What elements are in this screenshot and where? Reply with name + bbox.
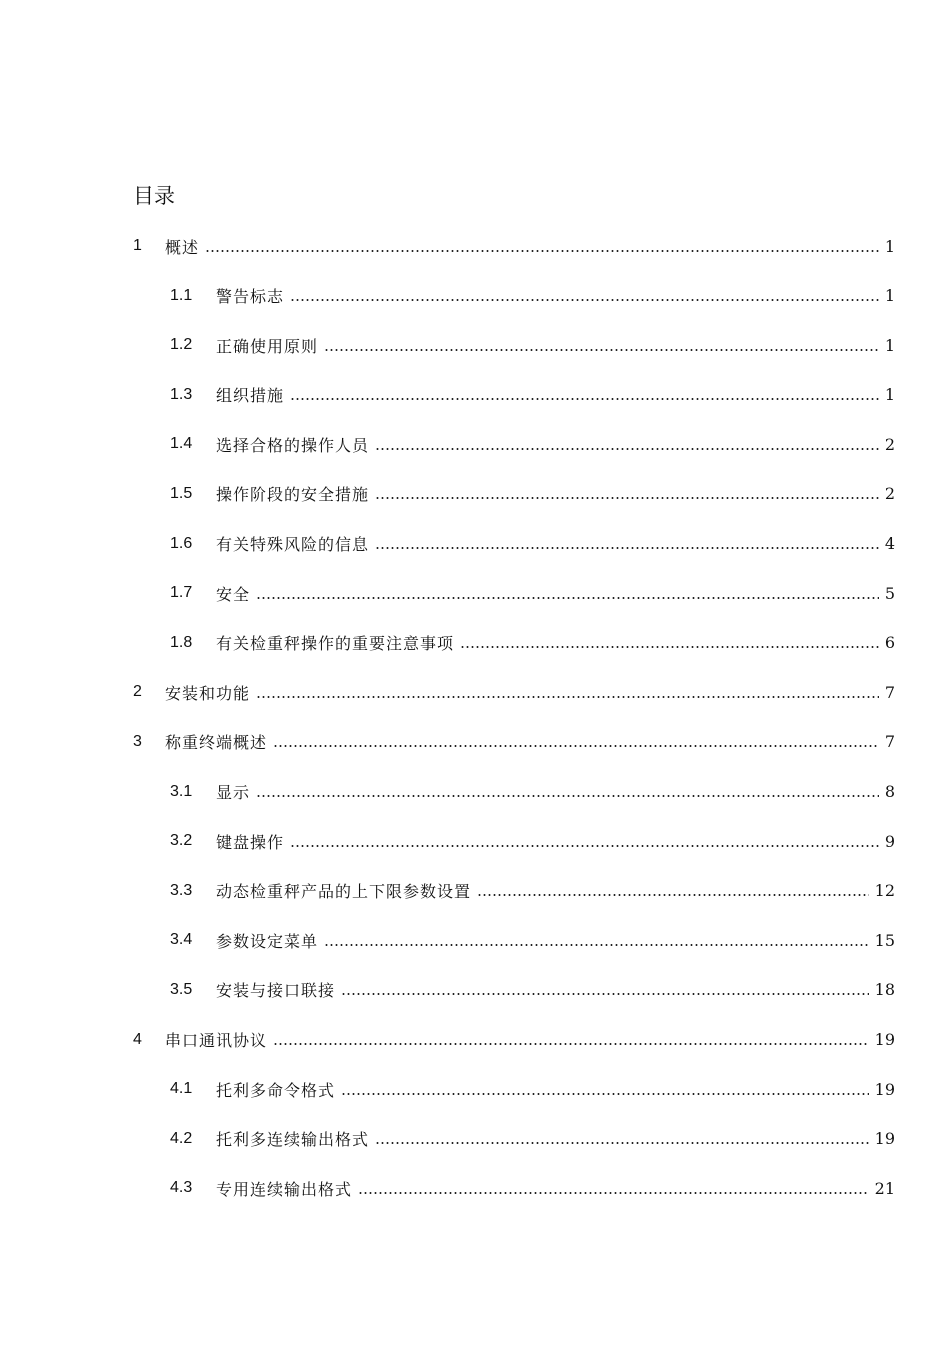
dot-leader <box>256 795 879 797</box>
toc-entry-line <box>216 1122 895 1156</box>
dot-leader <box>375 1142 869 1144</box>
toc-entry-line <box>216 378 895 412</box>
toc-entry-line <box>216 1171 895 1205</box>
toc-entry-page-number: 7 <box>884 682 895 702</box>
dot-leader <box>205 250 879 252</box>
toc-entry-page-number: 1 <box>884 335 895 355</box>
toc-entry-number: 1.6 <box>170 534 193 552</box>
dot-leader <box>256 597 879 599</box>
toc-entry[interactable] <box>0 874 950 924</box>
toc-entry-line <box>216 328 895 362</box>
toc-entry-page-number: 2 <box>884 484 895 504</box>
dot-leader <box>375 497 879 499</box>
toc-entry[interactable] <box>0 675 950 725</box>
toc-entry-page-number: 19 <box>874 1129 895 1149</box>
toc-entry-page-number: 15 <box>874 930 895 950</box>
toc-entry-number: 4 <box>133 1030 142 1048</box>
toc-entry-line <box>216 576 895 610</box>
toc-entry-label[interactable]: 安装与接口联接 <box>216 981 336 1001</box>
toc-entry-page-number: 1 <box>884 236 895 256</box>
toc-title: 目录 <box>133 184 175 208</box>
toc-entry-page-number: 1 <box>884 286 895 306</box>
dot-leader <box>477 894 869 896</box>
toc-entry-number: 3.2 <box>170 832 193 850</box>
toc-entry[interactable] <box>0 1122 950 1172</box>
dot-leader <box>375 448 879 450</box>
toc-entry-line <box>165 1023 895 1057</box>
toc-entry-page-number: 1 <box>884 385 895 405</box>
dot-leader <box>324 944 869 946</box>
toc-entry-number: 1.4 <box>170 435 193 453</box>
toc-entry[interactable] <box>0 527 950 577</box>
toc-entry-label[interactable]: 称重终端概述 <box>165 733 268 753</box>
dot-leader <box>256 696 879 698</box>
toc-list <box>0 229 950 1221</box>
toc-entry-number: 4.1 <box>170 1080 193 1098</box>
toc-entry-line <box>165 675 895 709</box>
toc-entry-label[interactable]: 专用连续输出格式 <box>216 1179 353 1199</box>
toc-entry-label[interactable]: 安装和功能 <box>165 683 251 703</box>
toc-entry-label[interactable]: 安全 <box>216 584 251 604</box>
toc-entry-page-number: 12 <box>874 881 895 901</box>
toc-entry[interactable] <box>0 775 950 825</box>
dot-leader <box>324 349 879 351</box>
toc-entry-label[interactable]: 有关检重秤操作的重要注意事项 <box>216 634 455 654</box>
toc-entry-line <box>165 725 895 759</box>
toc-entry-number: 3.5 <box>170 980 193 998</box>
toc-entry-page-number: 19 <box>874 1030 895 1049</box>
dot-leader <box>290 299 879 301</box>
toc-entry-label[interactable]: 警告标志 <box>216 287 285 307</box>
toc-entry-number: 1.1 <box>170 286 193 304</box>
toc-entry[interactable] <box>0 923 950 973</box>
toc-entry-label[interactable]: 显示 <box>216 783 251 803</box>
toc-entry-label[interactable]: 概述 <box>165 237 200 257</box>
toc-entry-label[interactable]: 动态检重秤产品的上下限参数设置 <box>216 882 472 902</box>
toc-entry-line <box>216 427 895 461</box>
toc-entry-line <box>216 527 895 561</box>
toc-entry-line <box>165 229 895 263</box>
toc-entry-number: 1.2 <box>170 336 193 354</box>
toc-entry-number: 3 <box>133 732 142 750</box>
dot-leader <box>341 1093 869 1095</box>
dot-leader <box>273 745 879 747</box>
toc-entry-label[interactable]: 串口通讯协议 <box>165 1031 268 1050</box>
toc-entry[interactable] <box>0 824 950 874</box>
toc-entry-line <box>216 279 895 313</box>
toc-entry[interactable] <box>0 1072 950 1122</box>
toc-entry-label[interactable]: 组织措施 <box>216 386 285 406</box>
toc-entry-label[interactable]: 操作阶段的安全措施 <box>216 485 370 505</box>
toc-entry-line <box>216 973 895 1007</box>
dot-leader <box>460 646 879 648</box>
toc-entry-number: 3.1 <box>170 782 193 800</box>
toc-entry-label[interactable]: 有关特殊风险的信息 <box>216 535 370 555</box>
toc-entry[interactable] <box>0 229 950 279</box>
toc-entry[interactable] <box>0 378 950 428</box>
toc-entry-label[interactable]: 托利多连续输出格式 <box>216 1130 370 1150</box>
toc-entry-number: 1.7 <box>170 584 193 602</box>
toc-entry-number: 1.3 <box>170 385 193 403</box>
toc-entry-line <box>216 626 895 660</box>
toc-entry-page-number: 2 <box>884 434 895 454</box>
toc-entry-number: 1.8 <box>170 633 193 651</box>
toc-entry-number: 1 <box>133 237 142 254</box>
toc-entry-page-number: 21 <box>874 1178 895 1198</box>
toc-entry-number: 3.3 <box>170 881 193 899</box>
toc-entry-page-number: 6 <box>884 633 895 653</box>
dot-leader <box>375 547 879 549</box>
toc-entry-page-number: 9 <box>884 831 895 851</box>
toc-entry-line <box>216 923 895 957</box>
dot-leader <box>341 993 869 995</box>
dot-leader <box>273 1043 869 1045</box>
toc-entry-label[interactable]: 选择合格的操作人员 <box>216 435 370 455</box>
toc-entry-number: 4.2 <box>170 1129 193 1147</box>
toc-entry-page-number: 18 <box>874 980 895 1000</box>
toc-entry[interactable] <box>0 973 950 1023</box>
toc-entry[interactable] <box>0 626 950 676</box>
toc-entry-page-number: 7 <box>884 732 895 752</box>
toc-entry-line <box>216 775 895 809</box>
toc-entry[interactable] <box>0 279 950 329</box>
toc-entry[interactable] <box>0 427 950 477</box>
toc-entry-label[interactable]: 正确使用原则 <box>216 336 319 356</box>
toc-entry[interactable] <box>0 1171 950 1221</box>
toc-entry-line <box>216 477 895 511</box>
toc-entry-line <box>216 824 895 858</box>
toc-entry[interactable] <box>0 328 950 378</box>
toc-entry-page-number: 19 <box>874 1079 895 1099</box>
toc-entry[interactable] <box>0 1023 950 1073</box>
toc-entry-number: 3.4 <box>170 931 193 949</box>
toc-entry-line <box>216 874 895 908</box>
toc-entry-number: 1.5 <box>170 484 193 502</box>
toc-entry-number: 4.3 <box>170 1179 193 1197</box>
toc-entry-label[interactable]: 托利多命令格式 <box>216 1080 336 1100</box>
toc-entry[interactable] <box>0 477 950 527</box>
toc-entry-line <box>216 1072 895 1106</box>
dot-leader <box>290 398 879 400</box>
toc-entry-page-number: 5 <box>884 583 895 603</box>
toc-entry[interactable] <box>0 576 950 626</box>
toc-entry-number: 2 <box>133 683 142 701</box>
toc-entry-label[interactable]: 参数设定菜单 <box>216 931 319 951</box>
toc-entry-page-number: 8 <box>884 782 895 802</box>
toc-entry-label[interactable]: 键盘操作 <box>216 832 285 852</box>
dot-leader <box>290 845 879 847</box>
dot-leader <box>358 1192 869 1194</box>
toc-entry[interactable] <box>0 725 950 775</box>
toc-entry-page-number: 4 <box>884 534 895 554</box>
